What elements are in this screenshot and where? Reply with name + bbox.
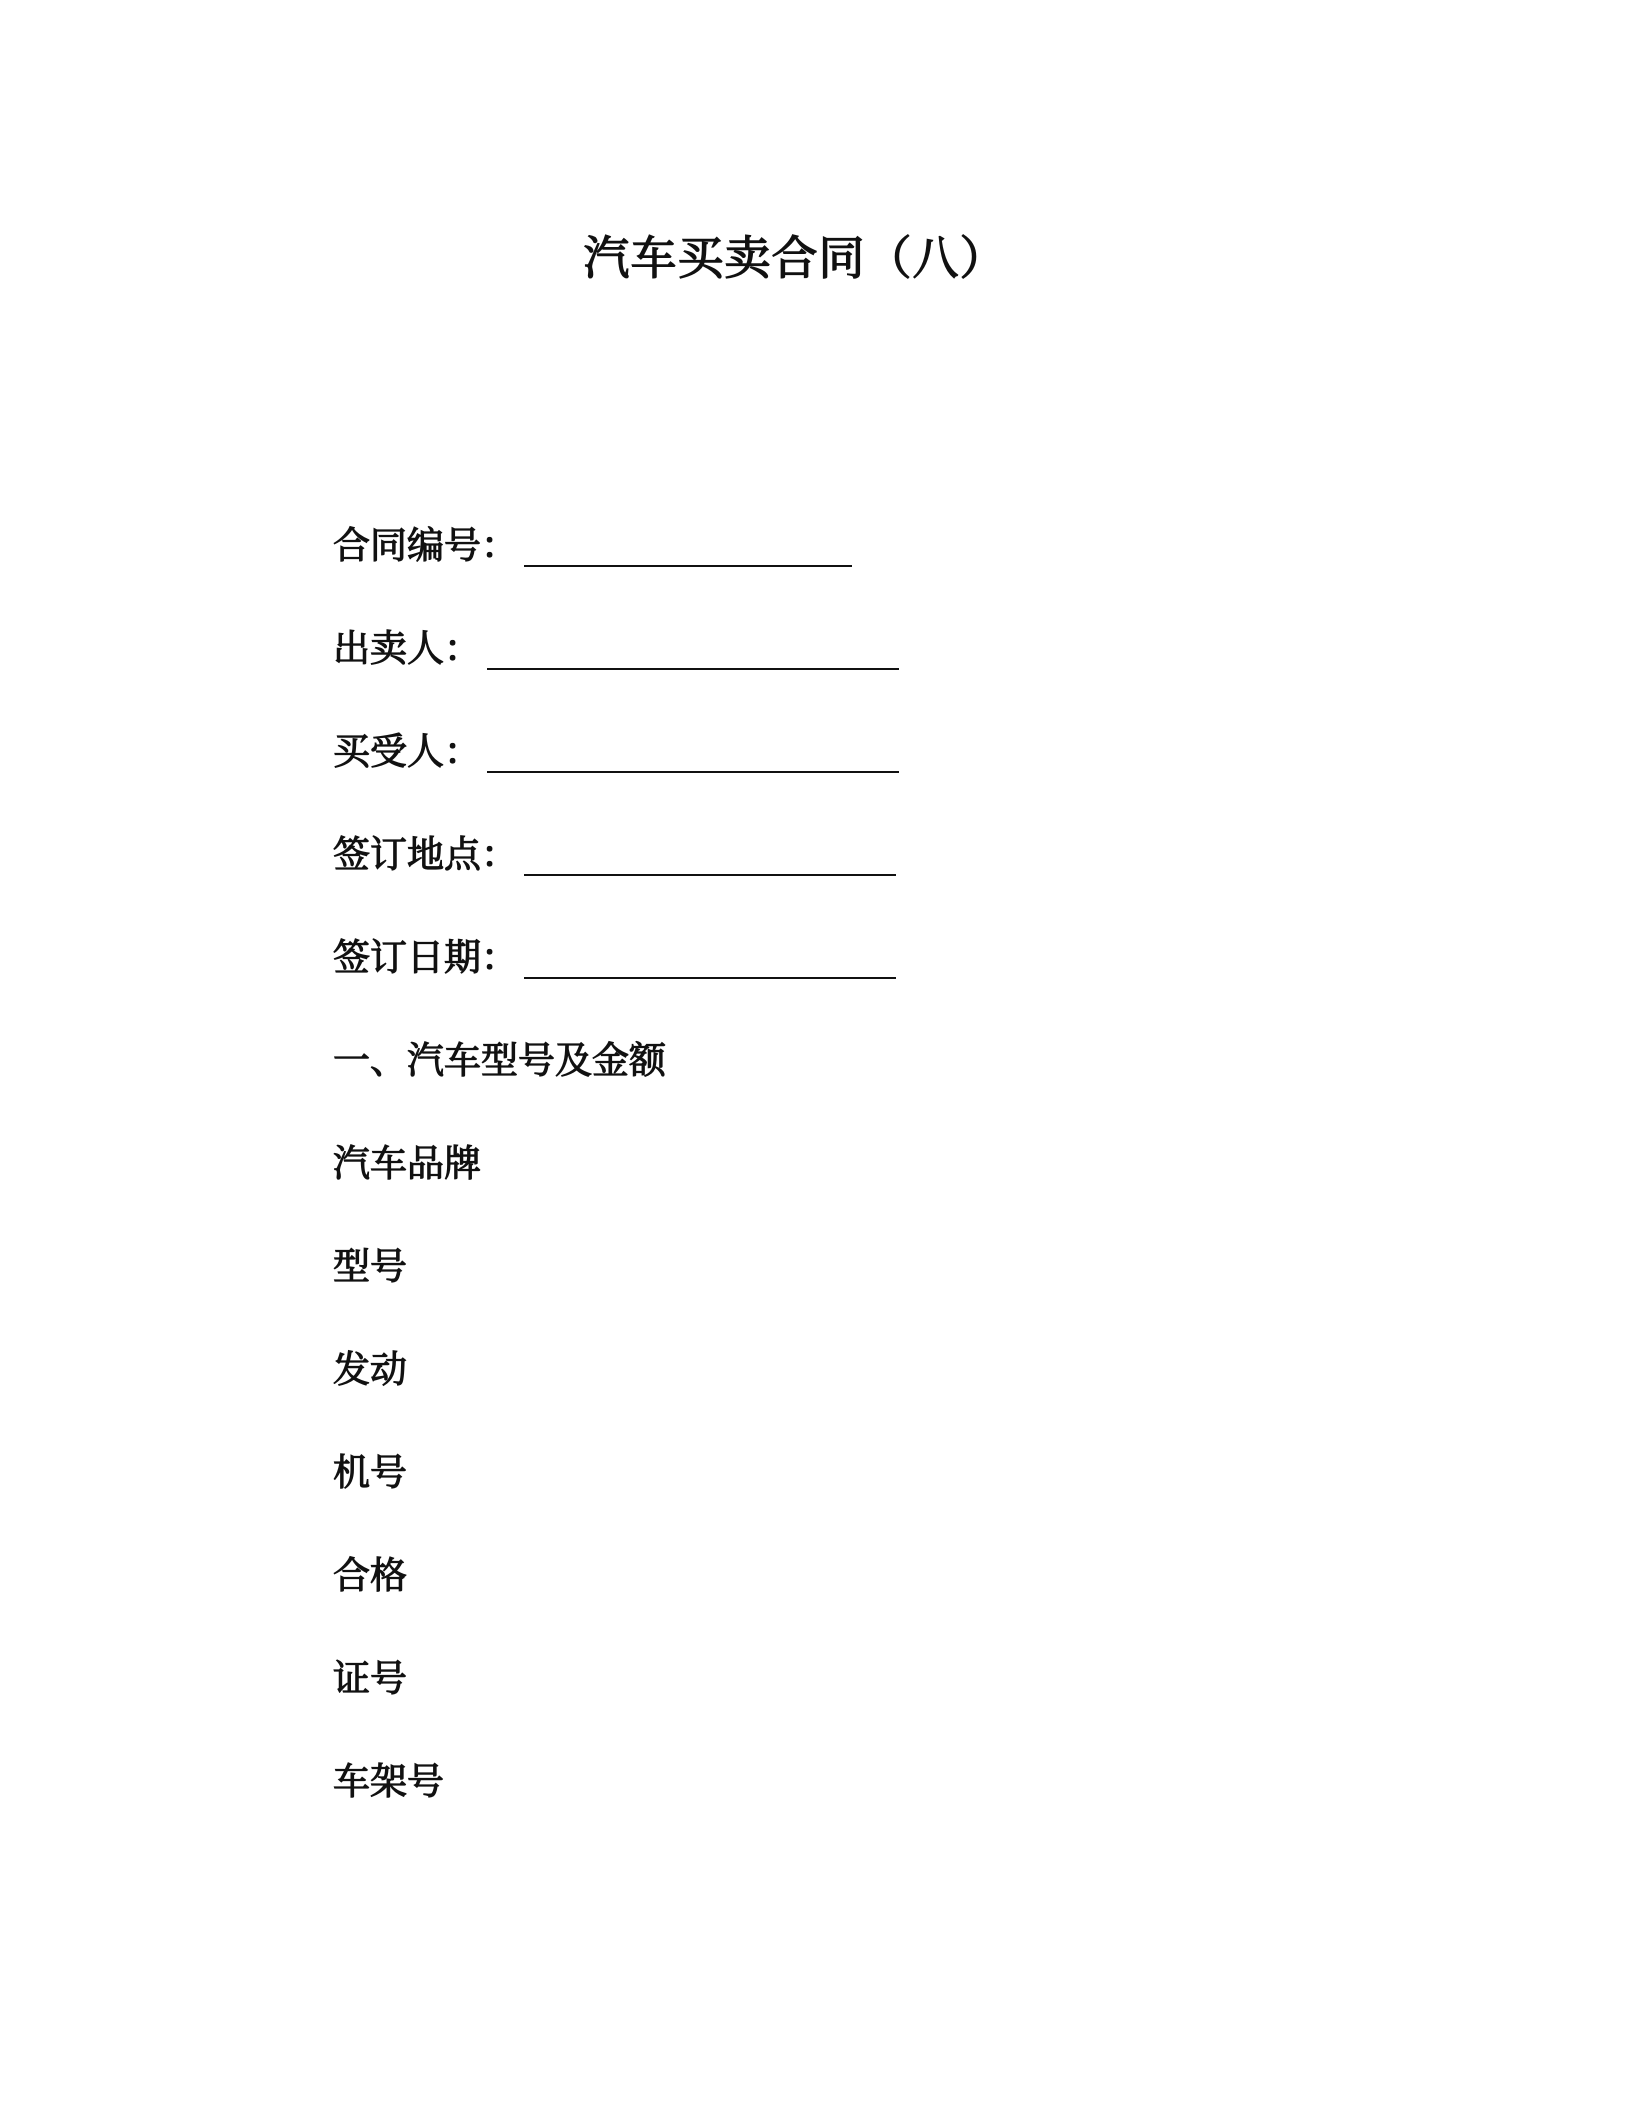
- buyer-line: [333, 696, 1333, 799]
- contract-number-label: 合同编号：: [333, 523, 518, 567]
- item-certificate: 合格: [333, 1553, 407, 1597]
- item-frame-number: 车架号: [333, 1759, 444, 1803]
- signing-place-label: 签订地点：: [333, 832, 518, 876]
- item-model: 型号: [333, 1244, 407, 1288]
- signing-date-label: 签订日期：: [333, 935, 518, 979]
- seller-blank[interactable]: [487, 638, 899, 670]
- seller-label: 出卖人：: [333, 626, 481, 670]
- document-title: 汽车买卖合同（八）: [583, 231, 1007, 285]
- buyer-blank[interactable]: [487, 741, 899, 773]
- signing-date-line: [333, 902, 1333, 1005]
- signing-place-blank[interactable]: [524, 844, 896, 876]
- section-heading: 一、汽车型号及金额: [333, 1038, 666, 1082]
- contract-number-line: [333, 490, 1333, 593]
- item-car-brand: 汽车品牌: [333, 1141, 481, 1185]
- signing-place-line: [333, 799, 1333, 902]
- item-engine-number: 机号: [333, 1450, 407, 1494]
- document-body: [333, 490, 1333, 1829]
- contract-number-blank[interactable]: [524, 535, 852, 567]
- buyer-label: 买受人：: [333, 729, 481, 773]
- seller-line: [333, 593, 1333, 696]
- item-certificate-number: 证号: [333, 1656, 407, 1700]
- item-engine: 发动: [333, 1347, 407, 1391]
- signing-date-blank[interactable]: [524, 947, 896, 979]
